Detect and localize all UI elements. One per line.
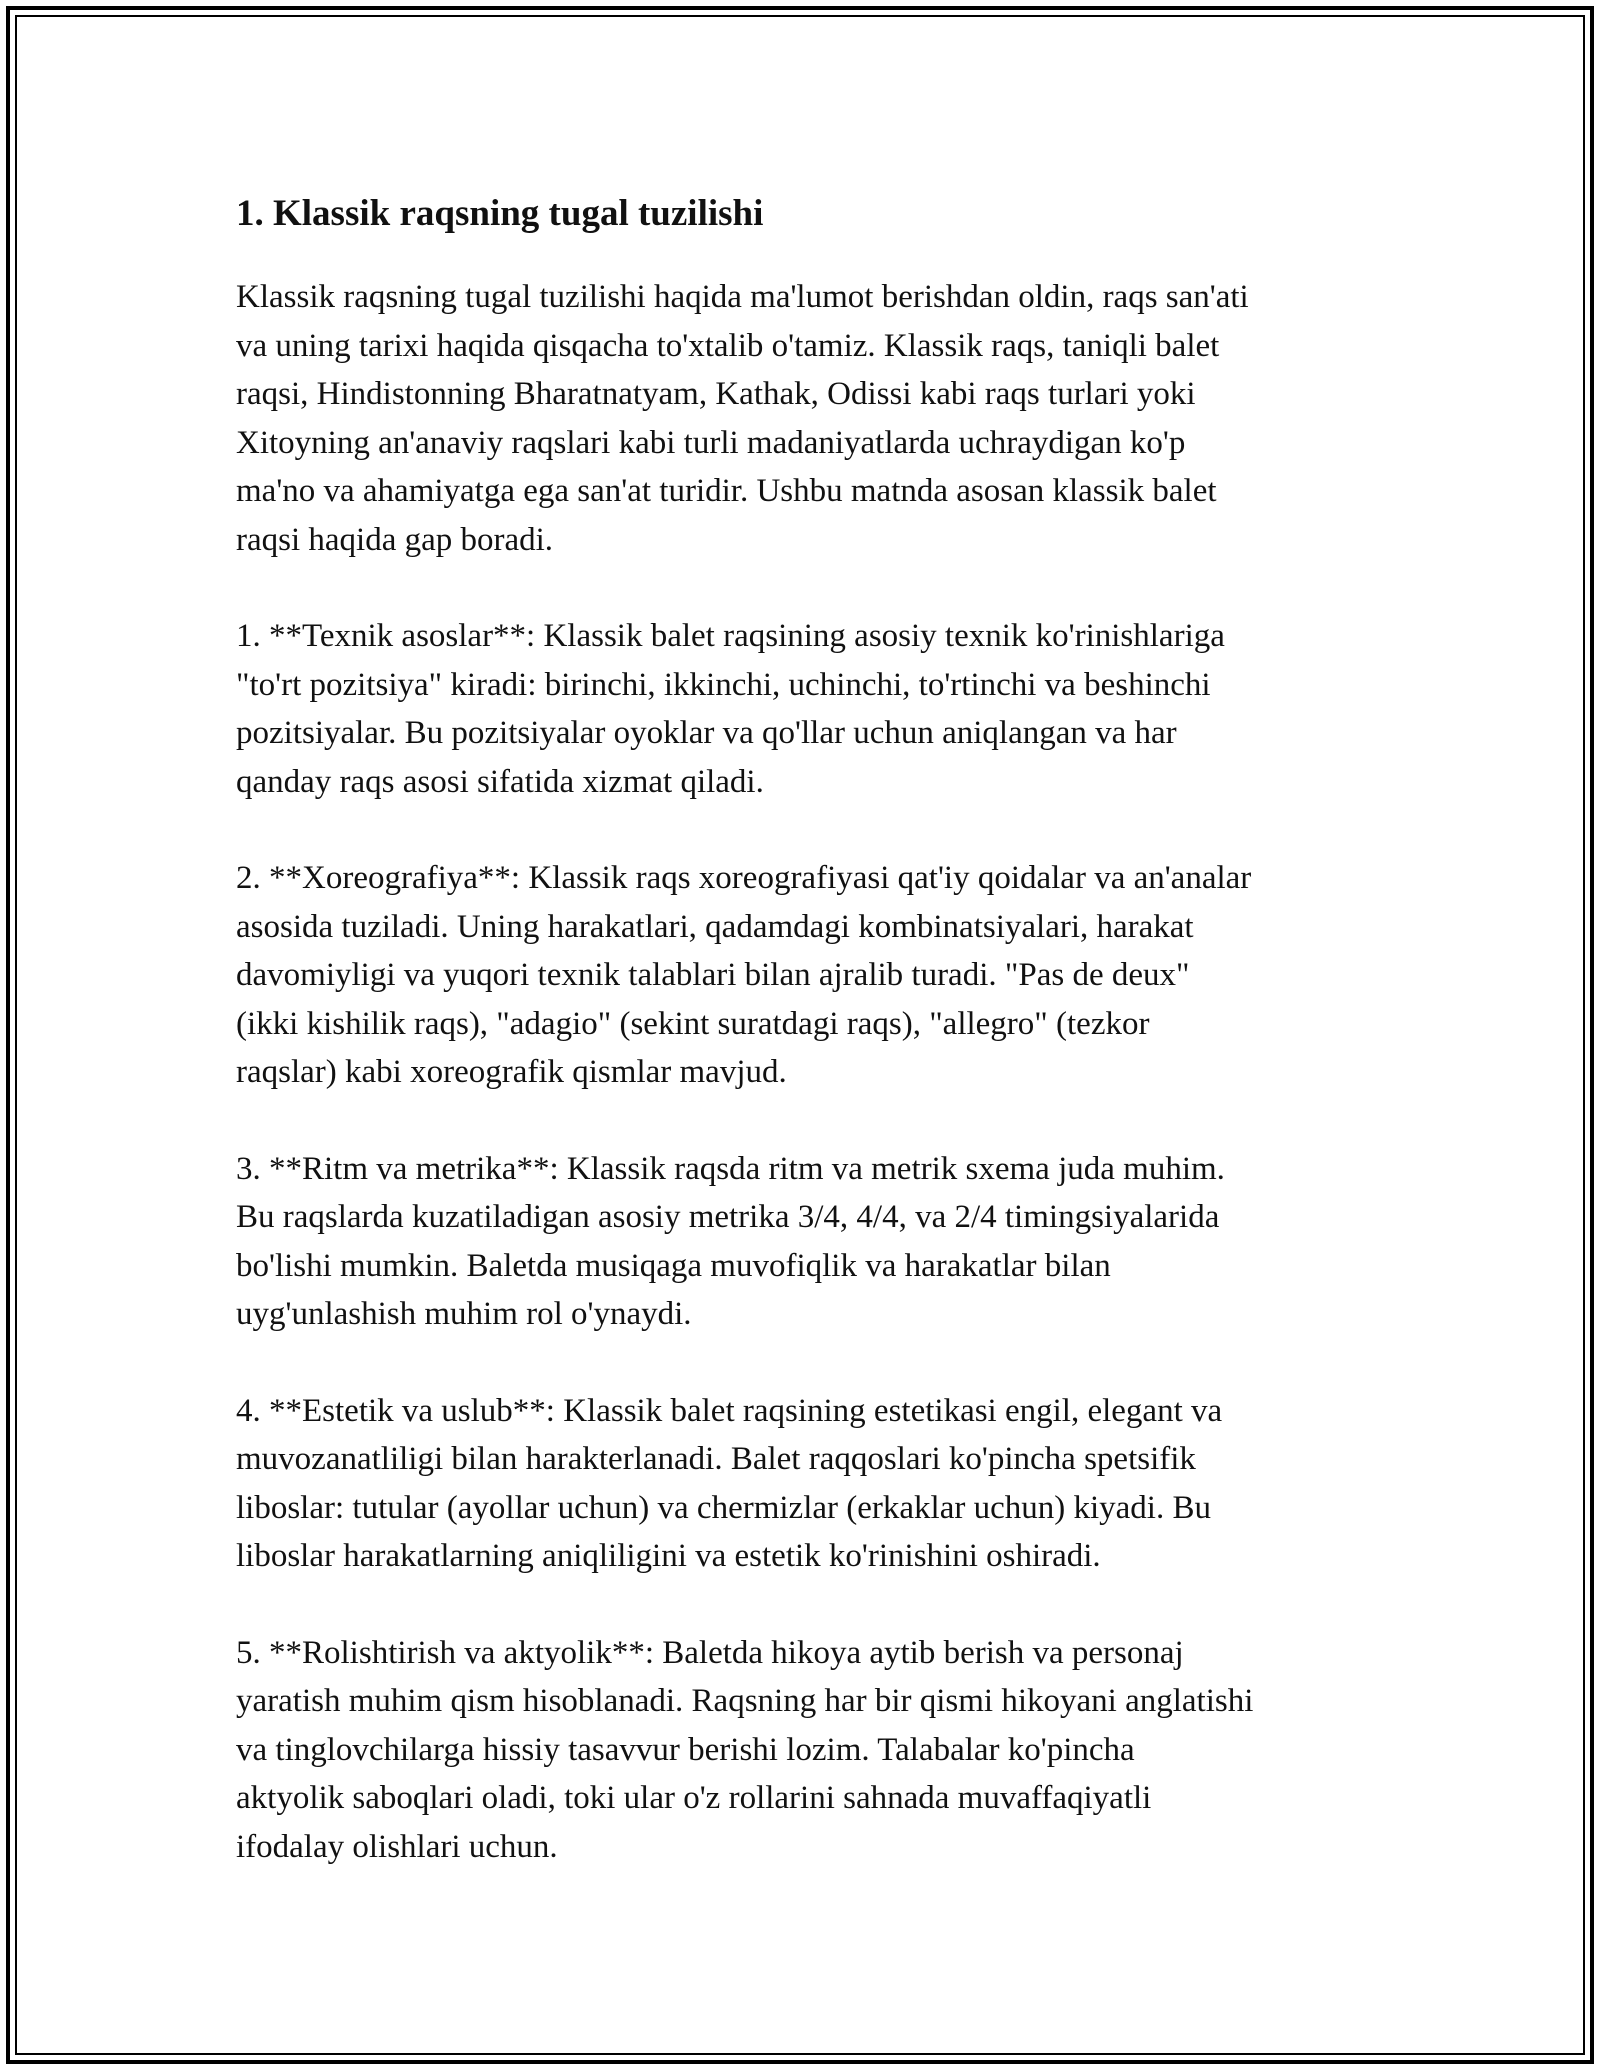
text-line: raqsi haqida gap boradi. <box>236 521 554 558</box>
text-line: pozitsiyalar. Bu pozitsiyalar oyoklar va qo'llar uchun aniqlangan va har <box>236 715 1177 751</box>
text-line: va uning tarixi haqida qisqacha to'xtalib o'tamiz. Klassik raqs, taniqli balet <box>236 327 1220 364</box>
text-line: asosida tuziladi. Uning harakatlari, qadamdagi kombinatsiyalari, harakat <box>236 908 1194 945</box>
paragraph <box>236 273 1396 564</box>
text-line: davomiyligi va yuqori texnik talablari bilan ajralib turadi. "Pas de deux" <box>236 957 1190 993</box>
text-line: yaratish muhim qism hisoblanadi. Raqsning har bir qismi hikoyani anglatishi <box>236 1683 1254 1719</box>
text-line: raqslar) kabi xoreografik qismlar mavjud. <box>236 1054 787 1090</box>
text-line: aktyolik saboqlari oladi, toki ular o'z rollarini sahnada muvaffaqiyatli <box>236 1780 1152 1816</box>
text-line: (ikki kishilik raqs), "adagio" (sekint suratdagi raqs), "allegro" (tezkor <box>236 1005 1150 1042</box>
paragraph <box>236 854 1396 1097</box>
page-title: 1. Klassik raqsning tugal tuzilishi <box>236 193 764 234</box>
text-line: muvozanatliligi bilan harakterlanadi. Balet raqqoslari ko'pincha spetsifik <box>236 1441 1196 1477</box>
text-line: raqsi, Hindistonning Bharatnatyam, Kathak, Odissi kabi raqs turlari yoki <box>236 376 1196 412</box>
paragraph <box>236 1629 1396 1872</box>
text-line: qanday raqs asosi sifatida xizmat qiladi. <box>236 763 764 800</box>
paragraph <box>236 612 1396 806</box>
text-line: ifodalay olishlari uchun. <box>236 1828 558 1865</box>
text-line: Xitoyning an'anaviy raqslari kabi turli madaniyatlarda uchraydigan ko'p <box>236 424 1186 461</box>
text-line: 2. **Xoreografiya**: Klassik raqs xoreografiyasi qat'iy qoidalar va an'analar <box>236 860 1252 896</box>
text-line: uyg'unlashish muhim rol o'ynaydi. <box>236 1296 692 1332</box>
paragraph-list <box>236 273 1396 1871</box>
text-line: 1. **Texnik asoslar**: Klassik balet raqsining asosiy texnik ko'rinishlariga <box>236 618 1225 654</box>
document-body <box>236 187 1396 1919</box>
text-line: ma'no va ahamiyatga ega san'at turidir. Ushbu matnda asosan klassik balet <box>236 473 1217 509</box>
text-line: "to'rt pozitsiya" kiradi: birinchi, ikkinchi, uchinchi, to'rtinchi va beshinchi <box>236 666 1211 703</box>
text-line: 5. **Rolishtirish va aktyolik**: Baletda hikoya aytib berish va personaj <box>236 1634 1184 1671</box>
text-line: 3. **Ritm va metrika**: Klassik raqsda ritm va metrik sxema juda muhim. <box>236 1150 1225 1187</box>
text-line: Klassik raqsning tugal tuzilishi haqida ma'lumot berishdan oldin, raqs san'ati <box>236 279 1249 315</box>
text-line: liboslar: tutular (ayollar uchun) va chermizlar (erkaklar uchun) kiyadi. Bu <box>236 1489 1211 1526</box>
text-line: Bu raqslarda kuzatiladigan asosiy metrika 3/4, 4/4, va 2/4 timingsiyalarida <box>236 1199 1220 1235</box>
text-line: bo'lishi mumkin. Baletda musiqaga muvofiqlik va harakatlar bilan <box>236 1247 1111 1284</box>
paragraph <box>236 1145 1396 1339</box>
text-line: 4. **Estetik va uslub**: Klassik balet raqsining estetikasi engil, elegant va <box>236 1392 1223 1429</box>
text-line: va tinglovchilarga hissiy tasavvur berishi lozim. Talabalar ko'pincha <box>236 1731 1135 1768</box>
paragraph <box>236 1387 1396 1581</box>
text-line: liboslar harakatlarning aniqliligini va estetik ko'rinishini oshiradi. <box>236 1538 1101 1574</box>
